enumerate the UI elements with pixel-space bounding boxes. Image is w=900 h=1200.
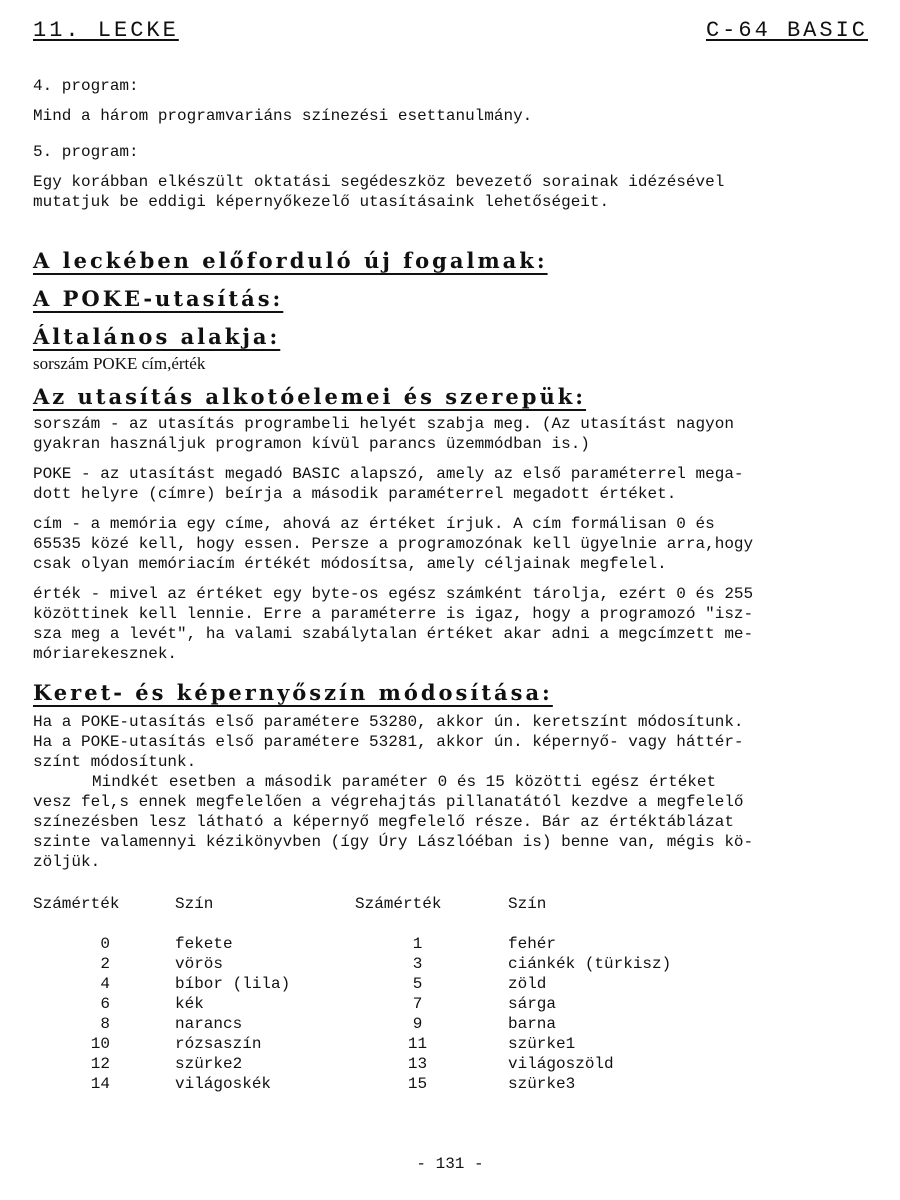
- color-name-cell: szürke3: [508, 1075, 576, 1093]
- color-table: [33, 894, 700, 1094]
- element-line: móriarekesznek.: [33, 645, 178, 663]
- color-name-cell: barna: [508, 1015, 557, 1033]
- program-4-label: 4. program:: [33, 77, 139, 95]
- table-header: Szín: [508, 895, 547, 913]
- value-cell: 4: [100, 975, 110, 993]
- element-line: gyakran használjuk programon kívül parancs üzemmódban is.): [33, 435, 590, 453]
- value-cell: 10: [90, 1035, 110, 1053]
- color-name-cell: világoskék: [175, 1075, 272, 1093]
- page-header: [33, 18, 868, 43]
- colors-line: színt módosítunk.: [33, 753, 197, 771]
- value-cell: 12: [90, 1055, 110, 1073]
- value-cell: 13: [407, 1055, 428, 1073]
- element-line: csak olyan memóriacím értékét módosítsa, amely céljainak megfelel.: [33, 555, 667, 573]
- value-cell: 8: [100, 1015, 110, 1033]
- heading-poke: A POKE-utasítás:: [33, 286, 284, 311]
- color-name-cell: sárga: [508, 995, 557, 1013]
- color-name-cell: szürke2: [175, 1055, 243, 1073]
- value-cell: 5: [412, 975, 423, 993]
- color-name-cell: rózsaszín: [175, 1035, 262, 1053]
- heading-elements: Az utasítás alkotóelemei és szerepük:: [33, 384, 587, 409]
- element-line: cím - a memória egy címe, ahová az értéket írjuk. A cím formálisan 0 és: [33, 515, 715, 533]
- colors-line: szinte valamennyi kézikönyvben (így Úry Lászlóéban is) benne van, mégis kö-: [33, 833, 754, 851]
- heading-new-concepts: A leckében előforduló új fogalmak:: [33, 248, 548, 273]
- table-header: Számérték: [33, 895, 120, 913]
- colors-line: zöljük.: [33, 853, 101, 871]
- heading-colors: Keret- és képernyőszín módosítása:: [33, 680, 553, 705]
- color-name-cell: világoszöld: [508, 1055, 614, 1073]
- value-cell: 14: [90, 1075, 110, 1093]
- colors-line: színezésben lesz látható a képernyő megfelelő része. Bár az értéktáblázat: [33, 813, 734, 831]
- element-line: sza meg a levét", ha valami szabálytalan értéket akar adni a megcímzett me-: [33, 625, 754, 643]
- element-line: 65535 közé kell, hogy essen. Persze a programozónak kell ügyelnie arra,hogy: [33, 535, 754, 553]
- value-cell: 0: [100, 935, 110, 953]
- value-cell: 15: [407, 1075, 428, 1093]
- program-5-line: Egy korábban elkészült oktatási segédeszköz bevezető sorainak idézésével: [33, 173, 725, 191]
- element-line: közöttinek kell lennie. Erre a paraméterre is igaz, hogy a programozó "isz-: [33, 605, 754, 623]
- color-name-cell: ciánkék (türkisz): [508, 955, 672, 973]
- heading-general-form: Általános alakja:: [33, 324, 281, 349]
- table-header: Számérték: [355, 895, 442, 913]
- value-cell: 7: [412, 995, 423, 1013]
- color-name-cell: zöld: [508, 975, 547, 993]
- colors-paragraph: [33, 712, 868, 872]
- color-name-cell: szürke1: [508, 1035, 576, 1053]
- page: [33, 18, 868, 1094]
- value-cell: 1: [412, 935, 423, 953]
- colors-line: Mindkét esetben a második paraméter 0 és 15 közötti egész értéket: [92, 773, 717, 791]
- value-cell: 11: [407, 1035, 428, 1053]
- color-name-cell: kék: [175, 995, 204, 1013]
- color-name-cell: fehér: [508, 935, 557, 953]
- color-name-cell: vörös: [175, 955, 224, 973]
- book-title: C-64 BASIC: [705, 18, 868, 43]
- table-header: Szín: [175, 895, 214, 913]
- table-row: [33, 1054, 700, 1074]
- lesson-title: 11. LECKE: [33, 18, 179, 43]
- table-row: [33, 974, 700, 994]
- table-row: [33, 1014, 700, 1034]
- table-header-row: [33, 894, 700, 914]
- value-cell: 3: [412, 955, 423, 973]
- element-line: dott helyre (címre) beírja a második paraméterrel megadott értéket.: [33, 485, 677, 503]
- table-row: [33, 1034, 700, 1054]
- elements-list: [33, 414, 868, 664]
- element-line: érték - mivel az értéket egy byte-os egész számként tárolja, ezért 0 és 255: [33, 585, 754, 603]
- table-row: [33, 934, 700, 954]
- program-5-label: 5. program:: [33, 143, 139, 161]
- value-cell: 2: [100, 955, 110, 973]
- program-4-text: Mind a három programvariáns színezési esettanulmány.: [33, 107, 533, 125]
- program-5-line: mutatjuk be eddigi képernyőkezelő utasításaink lehetőségeit.: [33, 193, 610, 211]
- value-cell: 6: [100, 995, 110, 1013]
- element-line: POKE - az utasítást megadó BASIC alapszó, amely az első paraméterrel mega-: [33, 465, 744, 483]
- table-row: [33, 994, 700, 1014]
- color-name-cell: narancs: [175, 1015, 243, 1033]
- table-row: [33, 1074, 700, 1094]
- syntax-line: sorszám POKE cím,érték: [33, 354, 206, 373]
- colors-line: vesz fel,s ennek megfelelően a végrehajtás pillanatától kezdve a megfelelő: [33, 793, 744, 811]
- value-cell: 9: [412, 1015, 423, 1033]
- colors-line: Ha a POKE-utasítás első paramétere 53281, akkor ún. képernyő- vagy háttér-: [33, 733, 744, 751]
- color-name-cell: fekete: [175, 935, 233, 953]
- table-row: [33, 954, 700, 974]
- element-line: sorszám - az utasítás programbeli helyét szabja meg. (Az utasítást nagyon: [33, 415, 734, 433]
- colors-line: Ha a POKE-utasítás első paramétere 53280, akkor ún. keretszínt módosítunk.: [33, 713, 744, 731]
- page-number: - 131 -: [416, 1155, 484, 1173]
- color-name-cell: bíbor (lila): [175, 975, 291, 993]
